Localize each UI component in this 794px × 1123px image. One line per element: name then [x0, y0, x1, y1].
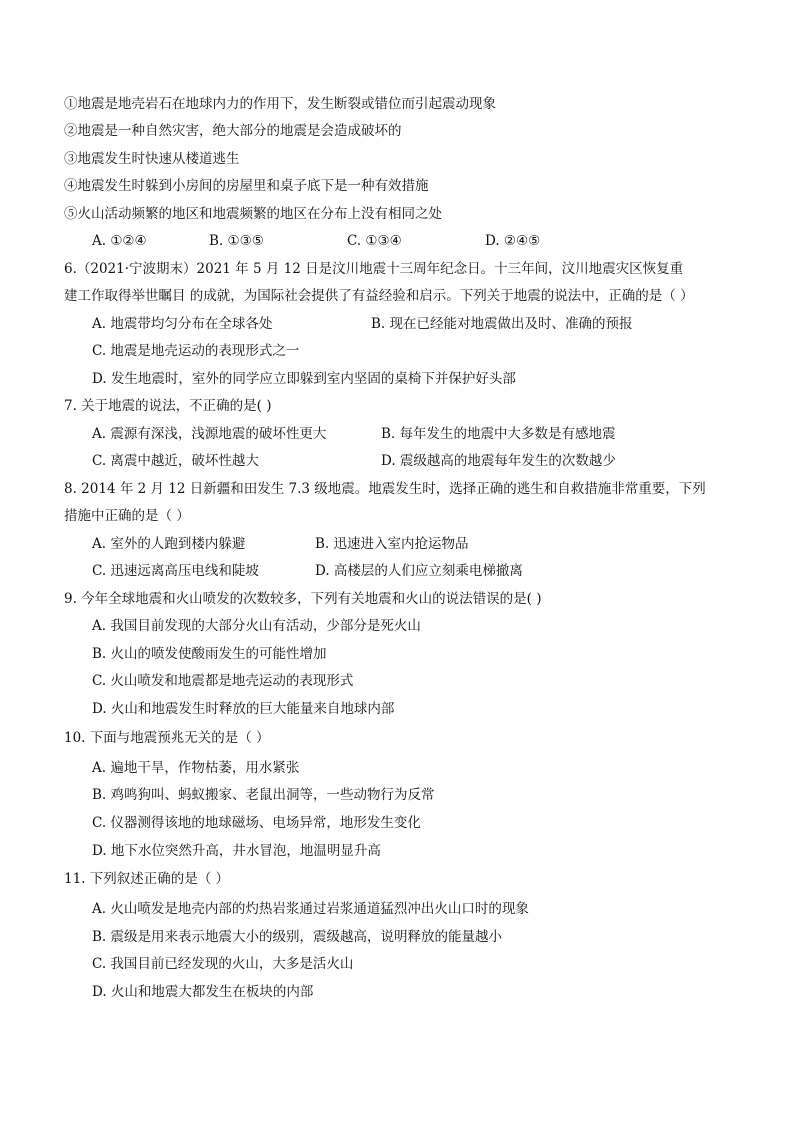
q7-option-d: D. 震级越高的地震每年发生的次数越少: [381, 453, 616, 469]
q10-stem: 10. 下面与地震预兆无关的是（ ）: [64, 730, 270, 746]
q9-option-a: A. 我国目前发现的大部分火山有活动，少部分是死火山: [92, 618, 421, 634]
q6-stem-line1: 6.（2021·宁波期末）2021 年 5 月 12 日是汶川地震十三周年纪念日。十三年间，汶川地震灾区恢复重: [64, 261, 684, 277]
q5-option-b: B. ①③⑤: [209, 233, 264, 249]
q6-option-c: C. 地震是地壳运动的表现形式之一: [92, 343, 300, 359]
q8-stem-line1: 8. 2014 年 2 月 12 日新疆和田发生 7.3 级地震。地震发生时，选择正确的逃生和自救措施非常重要，下列: [64, 481, 706, 497]
q5-option-a: A. ①②④: [92, 233, 147, 249]
statement-5: ⑤火山活动频繁的地区和地震频繁的地区在分布上没有相同之处: [64, 206, 442, 222]
q7-stem: 7. 关于地震的说法，不正确的是( ): [64, 398, 272, 414]
q9-option-b: B. 火山的喷发使酸雨发生的可能性增加: [92, 646, 327, 662]
q6-stem-line2: 建工作取得举世瞩目 的成就，为国际社会提供了有益经验和启示。下列关于地震的说法中，正确的是（ ）: [64, 288, 694, 304]
q6-option-a: A. 地震带均匀分布在全球各处: [92, 316, 273, 332]
statement-3: ③地震发生时快速从楼道逃生: [64, 151, 240, 167]
q10-option-a: A. 遍地干旱，作物枯萎，用水紧张: [92, 760, 300, 776]
q8-stem-line2: 措施中正确的是（ ）: [64, 508, 190, 524]
q7-option-a: A. 震源有深浅，浅源地震的破坏性更大: [92, 426, 327, 442]
q11-option-d: D. 火山和地震大都发生在板块的内部: [92, 984, 314, 1000]
statement-4: ④地震发生时躲到小房间的房屋里和桌子底下是一种有效措施: [64, 178, 429, 194]
statement-2: ②地震是一种自然灾害，绝大部分的地震是会造成破坏的: [64, 123, 402, 139]
q10-option-d: D. 地下水位突然升高，井水冒泡，地温明显升高: [92, 843, 381, 859]
q5-option-c: C. ①③④: [347, 233, 402, 249]
q10-option-b: B. 鸡鸣狗叫、蚂蚁搬家、老鼠出洞等，一些动物行为反常: [92, 787, 435, 803]
q11-option-b: B. 震级是用来表示地震大小的级别，震级越高，说明释放的能量越小: [92, 929, 503, 945]
q8-option-c: C. 迅速远离高压电线和陡坡: [92, 563, 259, 579]
q8-option-b: B. 迅速进入室内抢运物品: [315, 536, 469, 552]
q9-option-c: C. 火山喷发和地震都是地壳运动的表现形式: [92, 673, 354, 689]
q6-option-d: D. 发生地震时，室外的同学应立即躲到室内坚固的桌椅下并保护好头部: [92, 371, 516, 387]
q5-option-d: D. ②④⑤: [485, 233, 541, 249]
q8-option-d: D. 高楼层的人们应立刻乘电梯撤离: [315, 563, 523, 579]
q9-option-d: D. 火山和地震发生时释放的巨大能量来自地球内部: [92, 701, 395, 717]
q10-option-c: C. 仪器测得该地的地球磁场、电场异常，地形发生变化: [92, 815, 421, 831]
q9-stem: 9. 今年全球地震和火山喷发的次数较多，下列有关地震和火山的说法错误的是( ): [64, 591, 542, 607]
q11-option-c: C. 我国目前已经发现的火山，大多是活火山: [92, 956, 354, 972]
statement-1: ①地震是地壳岩石在地球内力的作用下，发生断裂或错位而引起震动现象: [64, 96, 496, 112]
q7-option-c: C. 离震中越近，破坏性越大: [92, 453, 259, 469]
q11-stem: 11. 下列叙述正确的是（ ）: [64, 871, 230, 887]
q7-option-b: B. 每年发生的地震中大多数是有感地震: [381, 426, 616, 442]
q6-option-b: B. 现在已经能对地震做出及时、准确的预报: [371, 316, 633, 332]
q8-option-a: A. 室外的人跑到楼内躲避: [92, 536, 246, 552]
q11-option-a: A. 火山喷发是地壳内部的灼热岩浆通过岩浆通道猛烈冲出火山口时的现象: [92, 901, 529, 917]
